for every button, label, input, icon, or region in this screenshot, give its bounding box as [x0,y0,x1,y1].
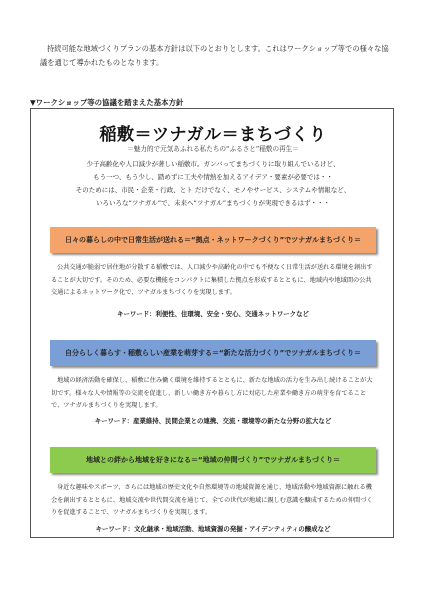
policy-keywords-3: キーワード：文化継承・地域活動、地域資源の発掘・アイデンティティの醸成など [95,525,331,533]
lead-line: 少子高齢化や人口減少が著しい稲敷市。ガンバってまちづくりに取り組んでいるけど、 [86,160,340,168]
main-title: 稲敷＝ツナガル＝まちづくり [99,125,327,145]
policy-keywords-2: キーワード：産業維持、民間企業との連携、交流・環境等の新たな分野の拡大など [94,417,332,425]
policy-keywords-1: キーワード：利便性、住環境、安全・安心、交通ネットワークなど [117,310,309,318]
policy-body-2: 地域の経済活動を確保し、稲敷に住み働く環境を維持するとともに、新たな地域の活力を生み出し続けることが大切です。様々な人や情報等の交流を促進し、新しい働き方や暮らし方に対応した産業や働き方の萌芽を育てることで、ツナガルまちづくりを実現します。 [51,377,373,409]
section-label: ▼ワークショップ等の協議を踏まえた基本方針 [30,98,184,107]
policy-banner-1: 日々の暮らしの中で日常生活が送れる＝“拠点・ネットワークづくり”でツナガルまちづくり＝ [50,227,376,253]
lead-text [51,158,375,210]
main-subtitle: ＝魅力的で元気あふれる私たちの“ふるさと”稲敷の再生＝ [127,145,299,153]
policy-body-3: 身近な趣味やスポーツ、さらには地域の歴史文化や自然環境等の地域資源を通じ、地域活動や地域資源に触れる機会を創出するとともに、地域交流や世代間交流を通じて、全ての世代が地域に親しむ意識を醸成するための仲間づくりを促進することで、ツナガルまちづくりを実現します。 [51,484,373,516]
lead-line: もう一つ、もう少し、踏めずに工夫や情熱を加えるアイデア・要素が必要では・・ [93,173,333,181]
policy-banner-3: 地域との絆から地域を好きになる＝“地域の仲間づくり”でツナガルまちづくり＝ [50,447,376,473]
policy-banner-2: 自分らしく暮らす・稲敷らしい産業を萌芽する＝“新たな活力づくり”でツナガルまちづくり＝ [50,340,376,366]
policy-body-1: 公共交通が脆弱で居住地が分散する稲敷では、人口減少や高齢化の中でも不便なく日常生活が送れる環境を創出することが大切です。そのため、必要な機能をコンパクトに集積した拠点を形成するとともに、地域内や地域間の公共交通によるネットワーク化で、ツナガルまちづくりを実現します。 [51,264,373,296]
lead-line: いろいろな“ツナガル”で、未来へ“ツナガル”まちづくりが実現できるはず・・・ [95,199,330,207]
policy-frame [30,108,394,538]
intro-paragraph: 持続可能な地域づくりプランの基本方針は以下のとおりとします。これはワークショップ等での様々な協議を通じて導かれたものとなります。 [40,44,389,67]
lead-line: そのためには、市民・企業・行政、とト だけでなく、モノやサービス、システムや情報など、 [75,186,351,194]
